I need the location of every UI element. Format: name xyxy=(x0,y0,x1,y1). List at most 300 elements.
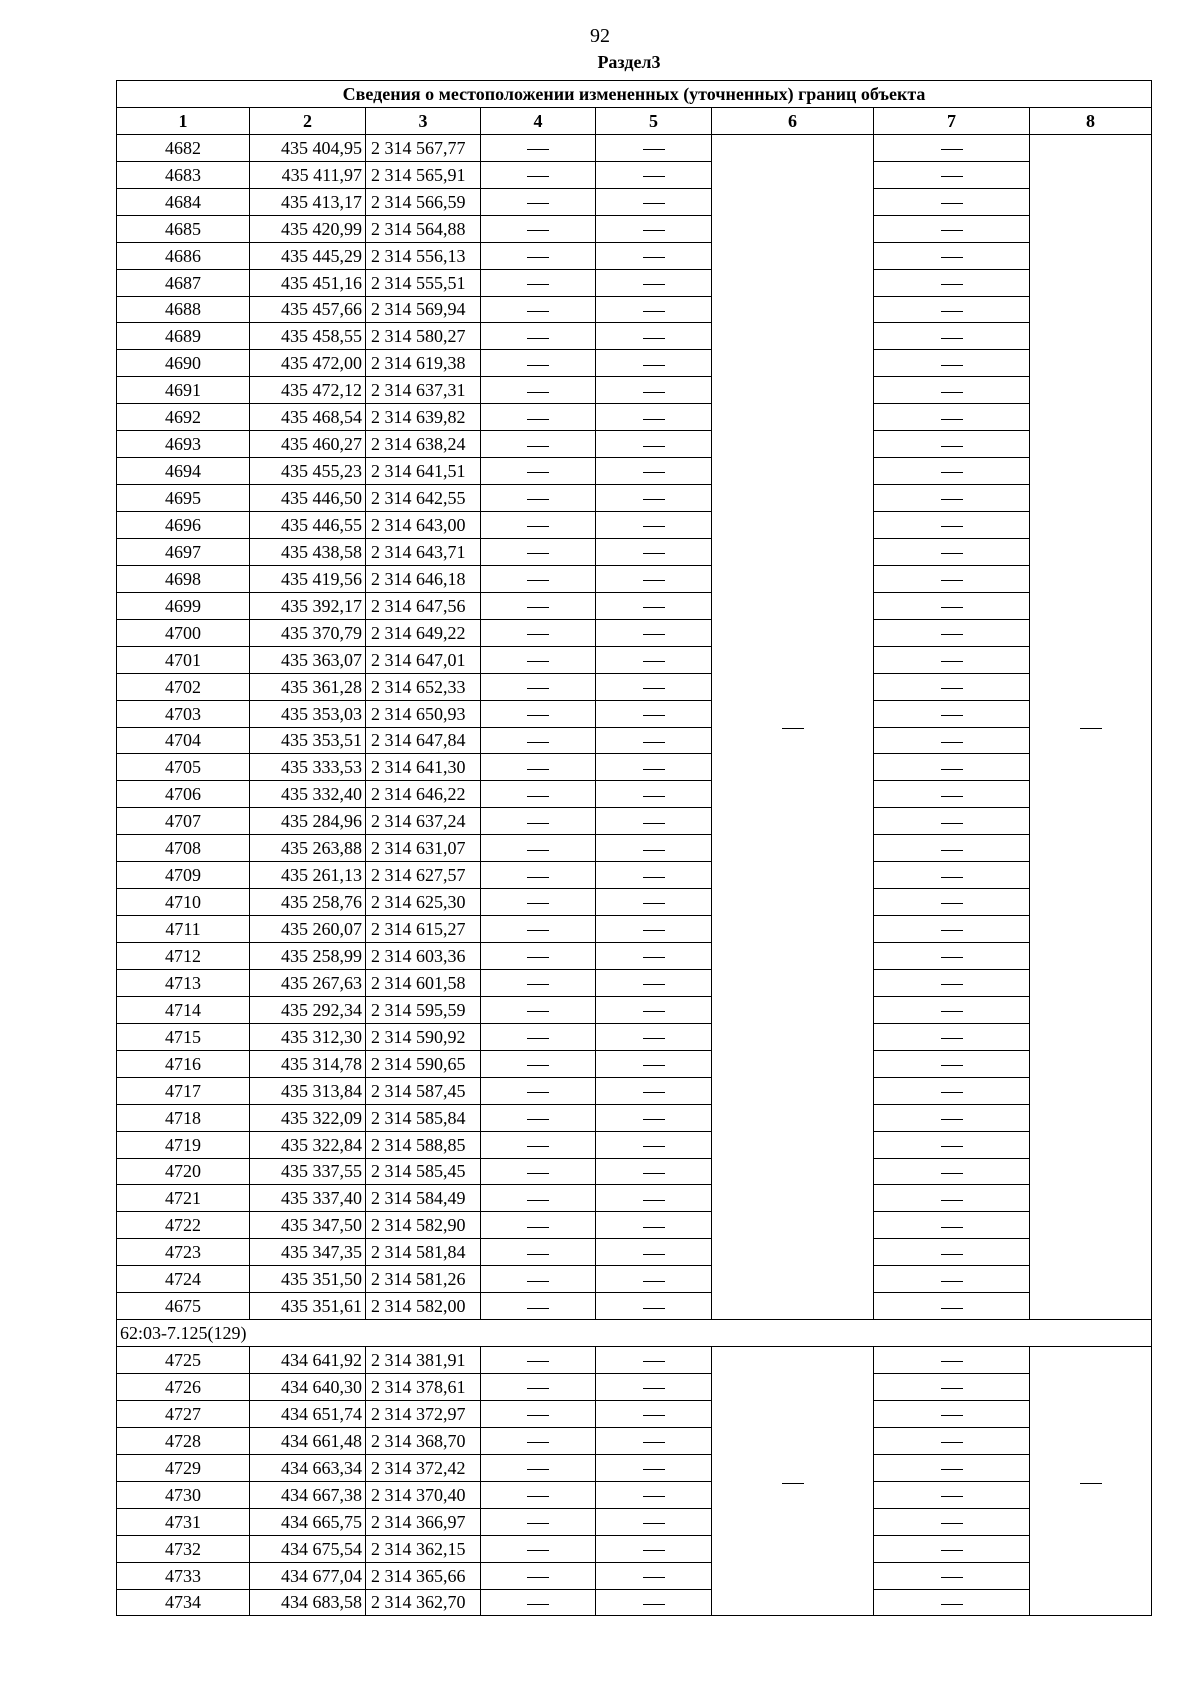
column-5-cell xyxy=(596,1131,712,1158)
dash-mark xyxy=(527,1308,549,1309)
point-number-cell: 4683 xyxy=(117,161,250,188)
table-row xyxy=(117,538,1152,565)
column-5-cell xyxy=(596,1481,712,1508)
dash-mark xyxy=(643,1038,665,1039)
column-7-cell xyxy=(874,862,1030,889)
dash-mark xyxy=(643,230,665,231)
dash-mark xyxy=(941,419,963,420)
point-number-cell: 4707 xyxy=(117,808,250,835)
column-4-cell xyxy=(481,1266,596,1293)
x-coordinate-cell: 435 313,84 xyxy=(250,1077,366,1104)
table-row xyxy=(117,1374,1152,1401)
column-7-cell xyxy=(874,619,1030,646)
column-4-cell xyxy=(481,808,596,835)
column-7-cell xyxy=(874,943,1030,970)
dash-mark xyxy=(941,365,963,366)
dash-mark xyxy=(643,580,665,581)
column-5-cell xyxy=(596,889,712,916)
column-5-cell xyxy=(596,1427,712,1454)
dash-mark xyxy=(527,1469,549,1470)
y-coordinate-cell: 2 314 647,84 xyxy=(366,727,481,754)
point-number-cell: 4720 xyxy=(117,1158,250,1185)
column-header: 6 xyxy=(712,107,874,134)
column-7-cell xyxy=(874,188,1030,215)
dash-mark xyxy=(643,499,665,500)
column-7-cell xyxy=(874,1427,1030,1454)
dash-mark xyxy=(527,553,549,554)
y-coordinate-cell: 2 314 564,88 xyxy=(366,215,481,242)
x-coordinate-cell: 435 314,78 xyxy=(250,1050,366,1077)
column-5-cell xyxy=(596,188,712,215)
dash-mark xyxy=(941,1308,963,1309)
column-7-cell xyxy=(874,996,1030,1023)
point-number-cell: 4713 xyxy=(117,969,250,996)
dash-mark xyxy=(941,499,963,500)
column-5-cell xyxy=(596,161,712,188)
point-number-cell: 4731 xyxy=(117,1508,250,1535)
table-row xyxy=(117,1535,1152,1562)
point-number-cell: 4694 xyxy=(117,458,250,485)
column-4-cell xyxy=(481,161,596,188)
point-number-cell: 4717 xyxy=(117,1077,250,1104)
column-4-cell xyxy=(481,835,596,862)
dash-mark xyxy=(527,957,549,958)
column-5-cell xyxy=(596,1023,712,1050)
point-number-cell: 4712 xyxy=(117,943,250,970)
section-title: Раздел3 xyxy=(597,52,661,72)
point-number-cell: 4696 xyxy=(117,512,250,539)
dash-mark xyxy=(527,1254,549,1255)
table-row xyxy=(117,1212,1152,1239)
point-number-cell: 4675 xyxy=(117,1293,250,1320)
dash-mark xyxy=(941,1146,963,1147)
table-row xyxy=(117,808,1152,835)
dash-mark xyxy=(643,688,665,689)
dash-mark xyxy=(643,419,665,420)
point-number-cell: 4721 xyxy=(117,1185,250,1212)
column-7-cell xyxy=(874,754,1030,781)
table-row xyxy=(117,431,1152,458)
dash-mark xyxy=(527,149,549,150)
point-number-cell: 4723 xyxy=(117,1239,250,1266)
table-row xyxy=(117,1131,1152,1158)
dash-mark xyxy=(643,850,665,851)
column-4-cell xyxy=(481,350,596,377)
column-4-cell xyxy=(481,1050,596,1077)
dash-mark xyxy=(941,580,963,581)
x-coordinate-cell: 434 641,92 xyxy=(250,1347,366,1374)
dash-mark xyxy=(941,688,963,689)
y-coordinate-cell: 2 314 641,30 xyxy=(366,754,481,781)
table-row xyxy=(117,565,1152,592)
dash-mark xyxy=(527,688,549,689)
dash-mark xyxy=(643,1523,665,1524)
dash-mark xyxy=(941,877,963,878)
dash-mark xyxy=(527,446,549,447)
dash-mark xyxy=(643,365,665,366)
dash-mark xyxy=(643,877,665,878)
table-row xyxy=(117,134,1152,161)
y-coordinate-cell: 2 314 652,33 xyxy=(366,673,481,700)
dash-mark xyxy=(527,634,549,635)
column-7-cell xyxy=(874,727,1030,754)
column-5-cell xyxy=(596,781,712,808)
dash-mark xyxy=(782,1483,804,1484)
table-row xyxy=(117,889,1152,916)
dash-mark xyxy=(527,823,549,824)
dash-mark xyxy=(527,1092,549,1093)
dash-mark xyxy=(643,1604,665,1605)
point-number-cell: 4695 xyxy=(117,485,250,512)
point-number-cell: 4733 xyxy=(117,1562,250,1589)
x-coordinate-cell: 435 312,30 xyxy=(250,1023,366,1050)
column-5-cell xyxy=(596,943,712,970)
x-coordinate-cell: 435 446,55 xyxy=(250,512,366,539)
y-coordinate-cell: 2 314 555,51 xyxy=(366,269,481,296)
dash-mark xyxy=(643,176,665,177)
column-7-cell xyxy=(874,404,1030,431)
dash-mark xyxy=(941,1496,963,1497)
column-5-cell xyxy=(596,700,712,727)
column-7-cell xyxy=(874,485,1030,512)
column-4-cell xyxy=(481,1589,596,1616)
x-coordinate-cell: 435 322,09 xyxy=(250,1104,366,1131)
dash-mark xyxy=(643,1227,665,1228)
point-number-cell: 4728 xyxy=(117,1427,250,1454)
column-5-cell xyxy=(596,835,712,862)
table-row xyxy=(117,862,1152,889)
dash-mark xyxy=(643,472,665,473)
column-4-cell xyxy=(481,1535,596,1562)
y-coordinate-cell: 2 314 378,61 xyxy=(366,1374,481,1401)
dash-mark xyxy=(527,257,549,258)
table-row xyxy=(117,350,1152,377)
column-5-cell xyxy=(596,1293,712,1320)
dash-mark xyxy=(941,903,963,904)
column-5-cell xyxy=(596,1508,712,1535)
column-7-cell xyxy=(874,134,1030,161)
column-7-cell xyxy=(874,431,1030,458)
dash-mark xyxy=(527,715,549,716)
x-coordinate-cell: 434 663,34 xyxy=(250,1454,366,1481)
point-number-cell: 4697 xyxy=(117,538,250,565)
table-row xyxy=(117,323,1152,350)
column-4-cell xyxy=(481,646,596,673)
column-5-cell xyxy=(596,1185,712,1212)
dash-mark xyxy=(643,1469,665,1470)
dash-mark xyxy=(643,338,665,339)
x-coordinate-cell: 434 675,54 xyxy=(250,1535,366,1562)
dash-mark xyxy=(527,526,549,527)
table-row xyxy=(117,1454,1152,1481)
x-coordinate-cell: 435 363,07 xyxy=(250,646,366,673)
dash-mark xyxy=(941,1604,963,1605)
column-4-cell xyxy=(481,1131,596,1158)
table-row xyxy=(117,404,1152,431)
table-body xyxy=(117,134,1152,1616)
point-number-cell: 4701 xyxy=(117,646,250,673)
column-7-cell xyxy=(874,323,1030,350)
dash-mark xyxy=(941,823,963,824)
point-number-cell: 4685 xyxy=(117,215,250,242)
dash-mark xyxy=(941,1388,963,1389)
column-7-cell xyxy=(874,1131,1030,1158)
dash-mark xyxy=(643,607,665,608)
dash-mark xyxy=(527,661,549,662)
column-4-cell xyxy=(481,1158,596,1185)
x-coordinate-cell: 435 258,99 xyxy=(250,943,366,970)
x-coordinate-cell: 434 651,74 xyxy=(250,1400,366,1427)
y-coordinate-cell: 2 314 603,36 xyxy=(366,943,481,970)
table-row xyxy=(117,1508,1152,1535)
x-coordinate-cell: 435 458,55 xyxy=(250,323,366,350)
x-coordinate-cell: 435 455,23 xyxy=(250,458,366,485)
column-5-cell xyxy=(596,916,712,943)
x-coordinate-cell: 435 351,61 xyxy=(250,1293,366,1320)
column-header: 8 xyxy=(1030,107,1152,134)
column-7-cell xyxy=(874,1454,1030,1481)
table-row xyxy=(117,1427,1152,1454)
column-4-cell xyxy=(481,188,596,215)
table-row xyxy=(117,215,1152,242)
dash-mark xyxy=(941,526,963,527)
column-5-cell xyxy=(596,592,712,619)
point-number-cell: 4682 xyxy=(117,134,250,161)
point-number-cell: 4705 xyxy=(117,754,250,781)
dash-mark xyxy=(527,1604,549,1605)
table-row xyxy=(117,754,1152,781)
x-coordinate-cell: 434 640,30 xyxy=(250,1374,366,1401)
column-7-cell xyxy=(874,512,1030,539)
column-5-cell xyxy=(596,1454,712,1481)
column-4-cell xyxy=(481,727,596,754)
dash-mark xyxy=(782,728,804,729)
column-4-cell xyxy=(481,1374,596,1401)
column-header: 3 xyxy=(366,107,481,134)
column-5-cell xyxy=(596,485,712,512)
column-7-cell xyxy=(874,889,1030,916)
table-row xyxy=(117,969,1152,996)
dash-mark xyxy=(941,1200,963,1201)
point-number-cell: 4688 xyxy=(117,296,250,323)
column-6-merged-cell xyxy=(712,134,874,1319)
column-4-cell xyxy=(481,1185,596,1212)
x-coordinate-cell: 435 451,16 xyxy=(250,269,366,296)
point-number-cell: 4692 xyxy=(117,404,250,431)
dash-mark xyxy=(941,1281,963,1282)
dash-mark xyxy=(941,1469,963,1470)
table-row xyxy=(117,1023,1152,1050)
column-7-cell xyxy=(874,808,1030,835)
y-coordinate-cell: 2 314 625,30 xyxy=(366,889,481,916)
column-5-cell xyxy=(596,377,712,404)
dash-mark xyxy=(527,769,549,770)
dash-mark xyxy=(643,311,665,312)
y-coordinate-cell: 2 314 627,57 xyxy=(366,862,481,889)
point-number-cell: 4730 xyxy=(117,1481,250,1508)
column-header: 5 xyxy=(596,107,712,134)
dash-mark xyxy=(527,1065,549,1066)
column-5-cell xyxy=(596,215,712,242)
point-number-cell: 4693 xyxy=(117,431,250,458)
dash-mark xyxy=(527,607,549,608)
dash-mark xyxy=(527,1577,549,1578)
column-7-cell xyxy=(874,1481,1030,1508)
y-coordinate-cell: 2 314 370,40 xyxy=(366,1481,481,1508)
column-7-cell xyxy=(874,161,1030,188)
column-4-cell xyxy=(481,1400,596,1427)
y-coordinate-cell: 2 314 638,24 xyxy=(366,431,481,458)
dash-mark xyxy=(527,230,549,231)
dash-mark xyxy=(527,1146,549,1147)
x-coordinate-cell: 435 419,56 xyxy=(250,565,366,592)
x-coordinate-cell: 435 472,00 xyxy=(250,350,366,377)
y-coordinate-cell: 2 314 582,00 xyxy=(366,1293,481,1320)
x-coordinate-cell: 435 446,50 xyxy=(250,485,366,512)
table-row xyxy=(117,1347,1152,1374)
x-coordinate-cell: 435 361,28 xyxy=(250,673,366,700)
point-number-cell: 4704 xyxy=(117,727,250,754)
y-coordinate-cell: 2 314 647,01 xyxy=(366,646,481,673)
y-coordinate-cell: 2 314 580,27 xyxy=(366,323,481,350)
column-4-cell xyxy=(481,1212,596,1239)
x-coordinate-cell: 435 261,13 xyxy=(250,862,366,889)
point-number-cell: 4708 xyxy=(117,835,250,862)
point-number-cell: 4691 xyxy=(117,377,250,404)
x-coordinate-cell: 435 468,54 xyxy=(250,404,366,431)
dash-mark xyxy=(941,553,963,554)
y-coordinate-cell: 2 314 362,15 xyxy=(366,1535,481,1562)
dash-mark xyxy=(643,1442,665,1443)
y-coordinate-cell: 2 314 590,92 xyxy=(366,1023,481,1050)
dash-mark xyxy=(527,1388,549,1389)
dash-mark xyxy=(527,1550,549,1551)
dash-mark xyxy=(527,1442,549,1443)
table-row xyxy=(117,161,1152,188)
column-4-cell xyxy=(481,1293,596,1320)
page-number: 92 xyxy=(590,25,610,47)
dash-mark xyxy=(941,1442,963,1443)
dash-mark xyxy=(941,930,963,931)
dash-mark xyxy=(941,634,963,635)
table-row xyxy=(117,1400,1152,1427)
dash-mark xyxy=(527,1227,549,1228)
dash-mark xyxy=(527,499,549,500)
table-row xyxy=(117,916,1152,943)
dash-mark xyxy=(643,930,665,931)
column-5-cell xyxy=(596,431,712,458)
y-coordinate-cell: 2 314 642,55 xyxy=(366,485,481,512)
dash-mark xyxy=(527,472,549,473)
table-row xyxy=(117,996,1152,1023)
column-4-cell xyxy=(481,323,596,350)
dash-mark xyxy=(643,796,665,797)
column-4-cell xyxy=(481,969,596,996)
dash-mark xyxy=(643,526,665,527)
x-coordinate-cell: 435 370,79 xyxy=(250,619,366,646)
dash-mark xyxy=(527,1119,549,1120)
dash-mark xyxy=(941,850,963,851)
dash-mark xyxy=(643,149,665,150)
dash-mark xyxy=(643,1011,665,1012)
y-coordinate-cell: 2 314 615,27 xyxy=(366,916,481,943)
column-header: 7 xyxy=(874,107,1030,134)
dash-mark xyxy=(527,1038,549,1039)
dash-mark xyxy=(643,1092,665,1093)
point-number-cell: 4686 xyxy=(117,242,250,269)
column-5-cell xyxy=(596,296,712,323)
column-5-cell xyxy=(596,242,712,269)
column-4-cell xyxy=(481,538,596,565)
dash-mark xyxy=(527,1415,549,1416)
column-7-cell xyxy=(874,1535,1030,1562)
dash-mark xyxy=(643,661,665,662)
dash-mark xyxy=(941,1011,963,1012)
column-4-cell xyxy=(481,700,596,727)
column-4-cell xyxy=(481,1481,596,1508)
table-caption: Сведения о местоположении измененных (уточненных) границ объекта xyxy=(117,81,1152,108)
table-row xyxy=(117,512,1152,539)
dash-mark xyxy=(527,1361,549,1362)
table-row xyxy=(117,700,1152,727)
dash-mark xyxy=(527,1200,549,1201)
x-coordinate-cell: 435 445,29 xyxy=(250,242,366,269)
column-4-cell xyxy=(481,1562,596,1589)
point-number-cell: 4714 xyxy=(117,996,250,1023)
column-4-cell xyxy=(481,862,596,889)
dash-mark xyxy=(941,796,963,797)
y-coordinate-cell: 2 314 639,82 xyxy=(366,404,481,431)
table-row xyxy=(117,242,1152,269)
x-coordinate-cell: 435 263,88 xyxy=(250,835,366,862)
column-4-cell xyxy=(481,565,596,592)
point-number-cell: 4690 xyxy=(117,350,250,377)
column-7-cell xyxy=(874,673,1030,700)
x-coordinate-cell: 435 267,63 xyxy=(250,969,366,996)
point-number-cell: 4734 xyxy=(117,1589,250,1616)
x-coordinate-cell: 435 292,34 xyxy=(250,996,366,1023)
x-coordinate-cell: 435 284,96 xyxy=(250,808,366,835)
x-coordinate-cell: 435 353,51 xyxy=(250,727,366,754)
dash-mark xyxy=(643,634,665,635)
dash-mark xyxy=(643,715,665,716)
table-row xyxy=(117,1266,1152,1293)
y-coordinate-cell: 2 314 637,24 xyxy=(366,808,481,835)
y-coordinate-cell: 2 314 584,49 xyxy=(366,1185,481,1212)
column-5-cell xyxy=(596,1562,712,1589)
point-number-cell: 4732 xyxy=(117,1535,250,1562)
x-coordinate-cell: 435 337,55 xyxy=(250,1158,366,1185)
column-5-cell xyxy=(596,134,712,161)
point-number-cell: 4715 xyxy=(117,1023,250,1050)
table-row xyxy=(117,943,1152,970)
dash-mark xyxy=(941,176,963,177)
dash-mark xyxy=(643,1361,665,1362)
dash-mark xyxy=(527,984,549,985)
dash-mark xyxy=(643,1200,665,1201)
column-7-cell xyxy=(874,377,1030,404)
dash-mark xyxy=(527,365,549,366)
dash-mark xyxy=(1080,728,1102,729)
y-coordinate-cell: 2 314 619,38 xyxy=(366,350,481,377)
column-4-cell xyxy=(481,1347,596,1374)
point-number-cell: 4722 xyxy=(117,1212,250,1239)
column-8-merged-cell xyxy=(1030,134,1152,1319)
column-4-cell xyxy=(481,404,596,431)
x-coordinate-cell: 434 667,38 xyxy=(250,1481,366,1508)
y-coordinate-cell: 2 314 646,22 xyxy=(366,781,481,808)
point-number-cell: 4729 xyxy=(117,1454,250,1481)
